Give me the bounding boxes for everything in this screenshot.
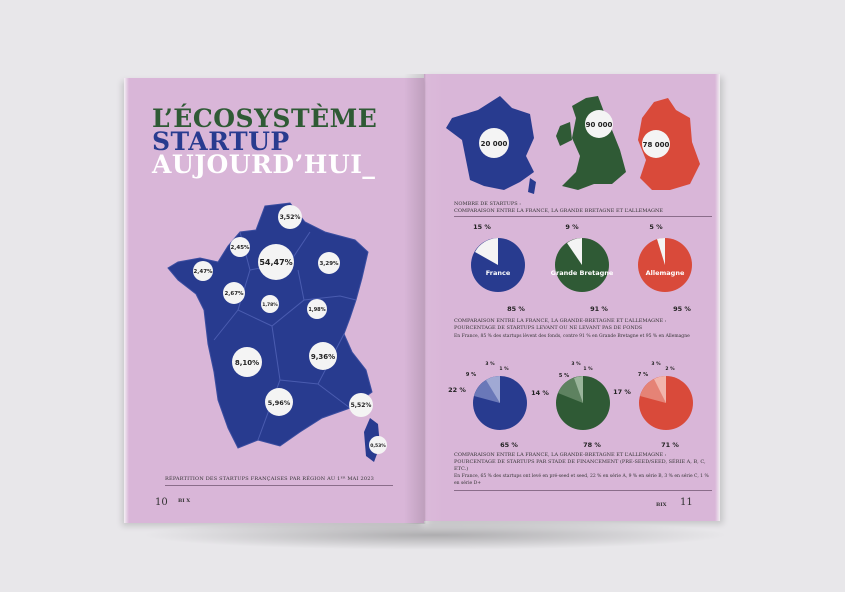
section3-body: En France, 65 % des startups ont levé en pré-seed et seed, 22 % en série A, 9 % en série B, 3 % en série C, 1 % en série D+	[454, 474, 709, 486]
section1-subtitle: COMPARAISON ENTRE LA FRANCE, LA GRANDE BRETAGNE ET L’ALLEMAGNE	[454, 208, 663, 214]
title-line-3: AUJOURD’HUI_	[152, 150, 376, 179]
region-label: 9,36%	[310, 353, 336, 361]
pies-row-1	[471, 238, 692, 292]
pie1-france-main: 85 %	[507, 305, 525, 313]
left-logo: BI X	[178, 498, 191, 504]
pie2-germany-top-2: 2 %	[665, 367, 675, 372]
pie1-uk-small: 9 %	[565, 223, 579, 231]
page-number-left: 10	[155, 497, 168, 508]
title-line-1: L’ÉCOSYSTÈME	[152, 104, 378, 133]
section2-body: En France, 85 % des startups lèvent des fonds, contre 91 % en Grande Bretagne et 95 % en Allemagne	[454, 334, 690, 339]
pie1-france-label: France	[485, 269, 511, 277]
pie2-france-top-0: 9 %	[465, 372, 477, 378]
region-label: 2,47%	[193, 269, 213, 275]
title-line-2: STARTUP	[152, 127, 290, 156]
count-france: 20 000	[480, 140, 508, 148]
region-label: 1,98%	[308, 307, 326, 313]
pie2-france-top-1: 3 %	[485, 362, 495, 367]
page-number-right: 11	[680, 497, 693, 508]
section2-title: COMPARAISON ENTRE LA FRANCE, LA GRANDE-BRETAGNE ET L’ALLEMAGNE :	[454, 318, 667, 324]
region-label: 54,47%	[259, 258, 293, 267]
pie1-uk-label: Grande Bretagne	[550, 269, 614, 277]
map-caption: RÉPARTITION DES STARTUPS FRANÇAISES PAR RÉGION AU 1ᴱᴿ MAI 2023	[165, 476, 374, 482]
region-label: 0,53%	[370, 444, 386, 449]
section1-title: NOMBRE DE STARTUPS :	[454, 201, 521, 207]
footer-mark: BIX	[656, 502, 667, 508]
pies-row-2	[473, 376, 693, 430]
section2-subtitle: POURCENTAGE DE STARTUPS LEVANT OU NE LEVANT PAS DE FONDS	[454, 325, 643, 331]
pie2-uk-top-0: 5 %	[558, 373, 570, 379]
count-uk: 90 000	[585, 121, 613, 129]
right-page-edge	[715, 74, 720, 521]
pie2-uk-top-2: 1 %	[583, 367, 593, 372]
right-rule	[454, 490, 712, 491]
pie1-uk-main: 91 %	[590, 305, 608, 313]
region-label: 2,67%	[224, 291, 244, 297]
count-germany: 78 000	[642, 141, 670, 149]
pie2-uk-left: 14 %	[531, 389, 549, 397]
region-label: 2,45%	[230, 245, 250, 251]
pie2-france-top-2: 1 %	[499, 367, 509, 372]
section1-rule	[454, 216, 712, 217]
pie1-france-small: 15 %	[473, 223, 491, 231]
pie1-germany-label: Allemagne	[645, 269, 685, 277]
section3-title: COMPARAISON ENTRE LA FRANCE, LA GRANDE-BRETAGNE ET L’ALLEMAGNE : POURCENTAGE DE STARTUPS PAR STADE DE FINANCEMENT (PRE-SEED/SEED, SÉRIE A, B, C, ETC.)	[454, 452, 706, 472]
pie2-uk-top-1: 3 %	[571, 362, 581, 367]
pie2-france-main: 65 %	[500, 441, 518, 449]
region-label: 5,52%	[350, 402, 372, 409]
pie2-france-left: 22 %	[448, 386, 466, 394]
pie1-germany-main: 95 %	[673, 305, 691, 313]
region-label: 3,29%	[319, 261, 339, 267]
region-label: 1,78%	[262, 303, 278, 308]
pie2-germany-main: 71 %	[661, 441, 679, 449]
pie2-germany-top-0: 7 %	[637, 372, 649, 378]
pie2-germany-left: 17 %	[613, 388, 631, 396]
region-label: 5,96%	[267, 399, 291, 407]
left-rule	[165, 485, 393, 486]
pie2-germany-top-1: 3 %	[651, 362, 661, 367]
uk-country-shape	[562, 96, 626, 190]
pie1-germany-small: 5 %	[649, 223, 663, 231]
region-label: 8,10%	[234, 359, 260, 367]
pie2-uk-main: 78 %	[583, 441, 601, 449]
region-label: 3,52%	[279, 214, 301, 221]
